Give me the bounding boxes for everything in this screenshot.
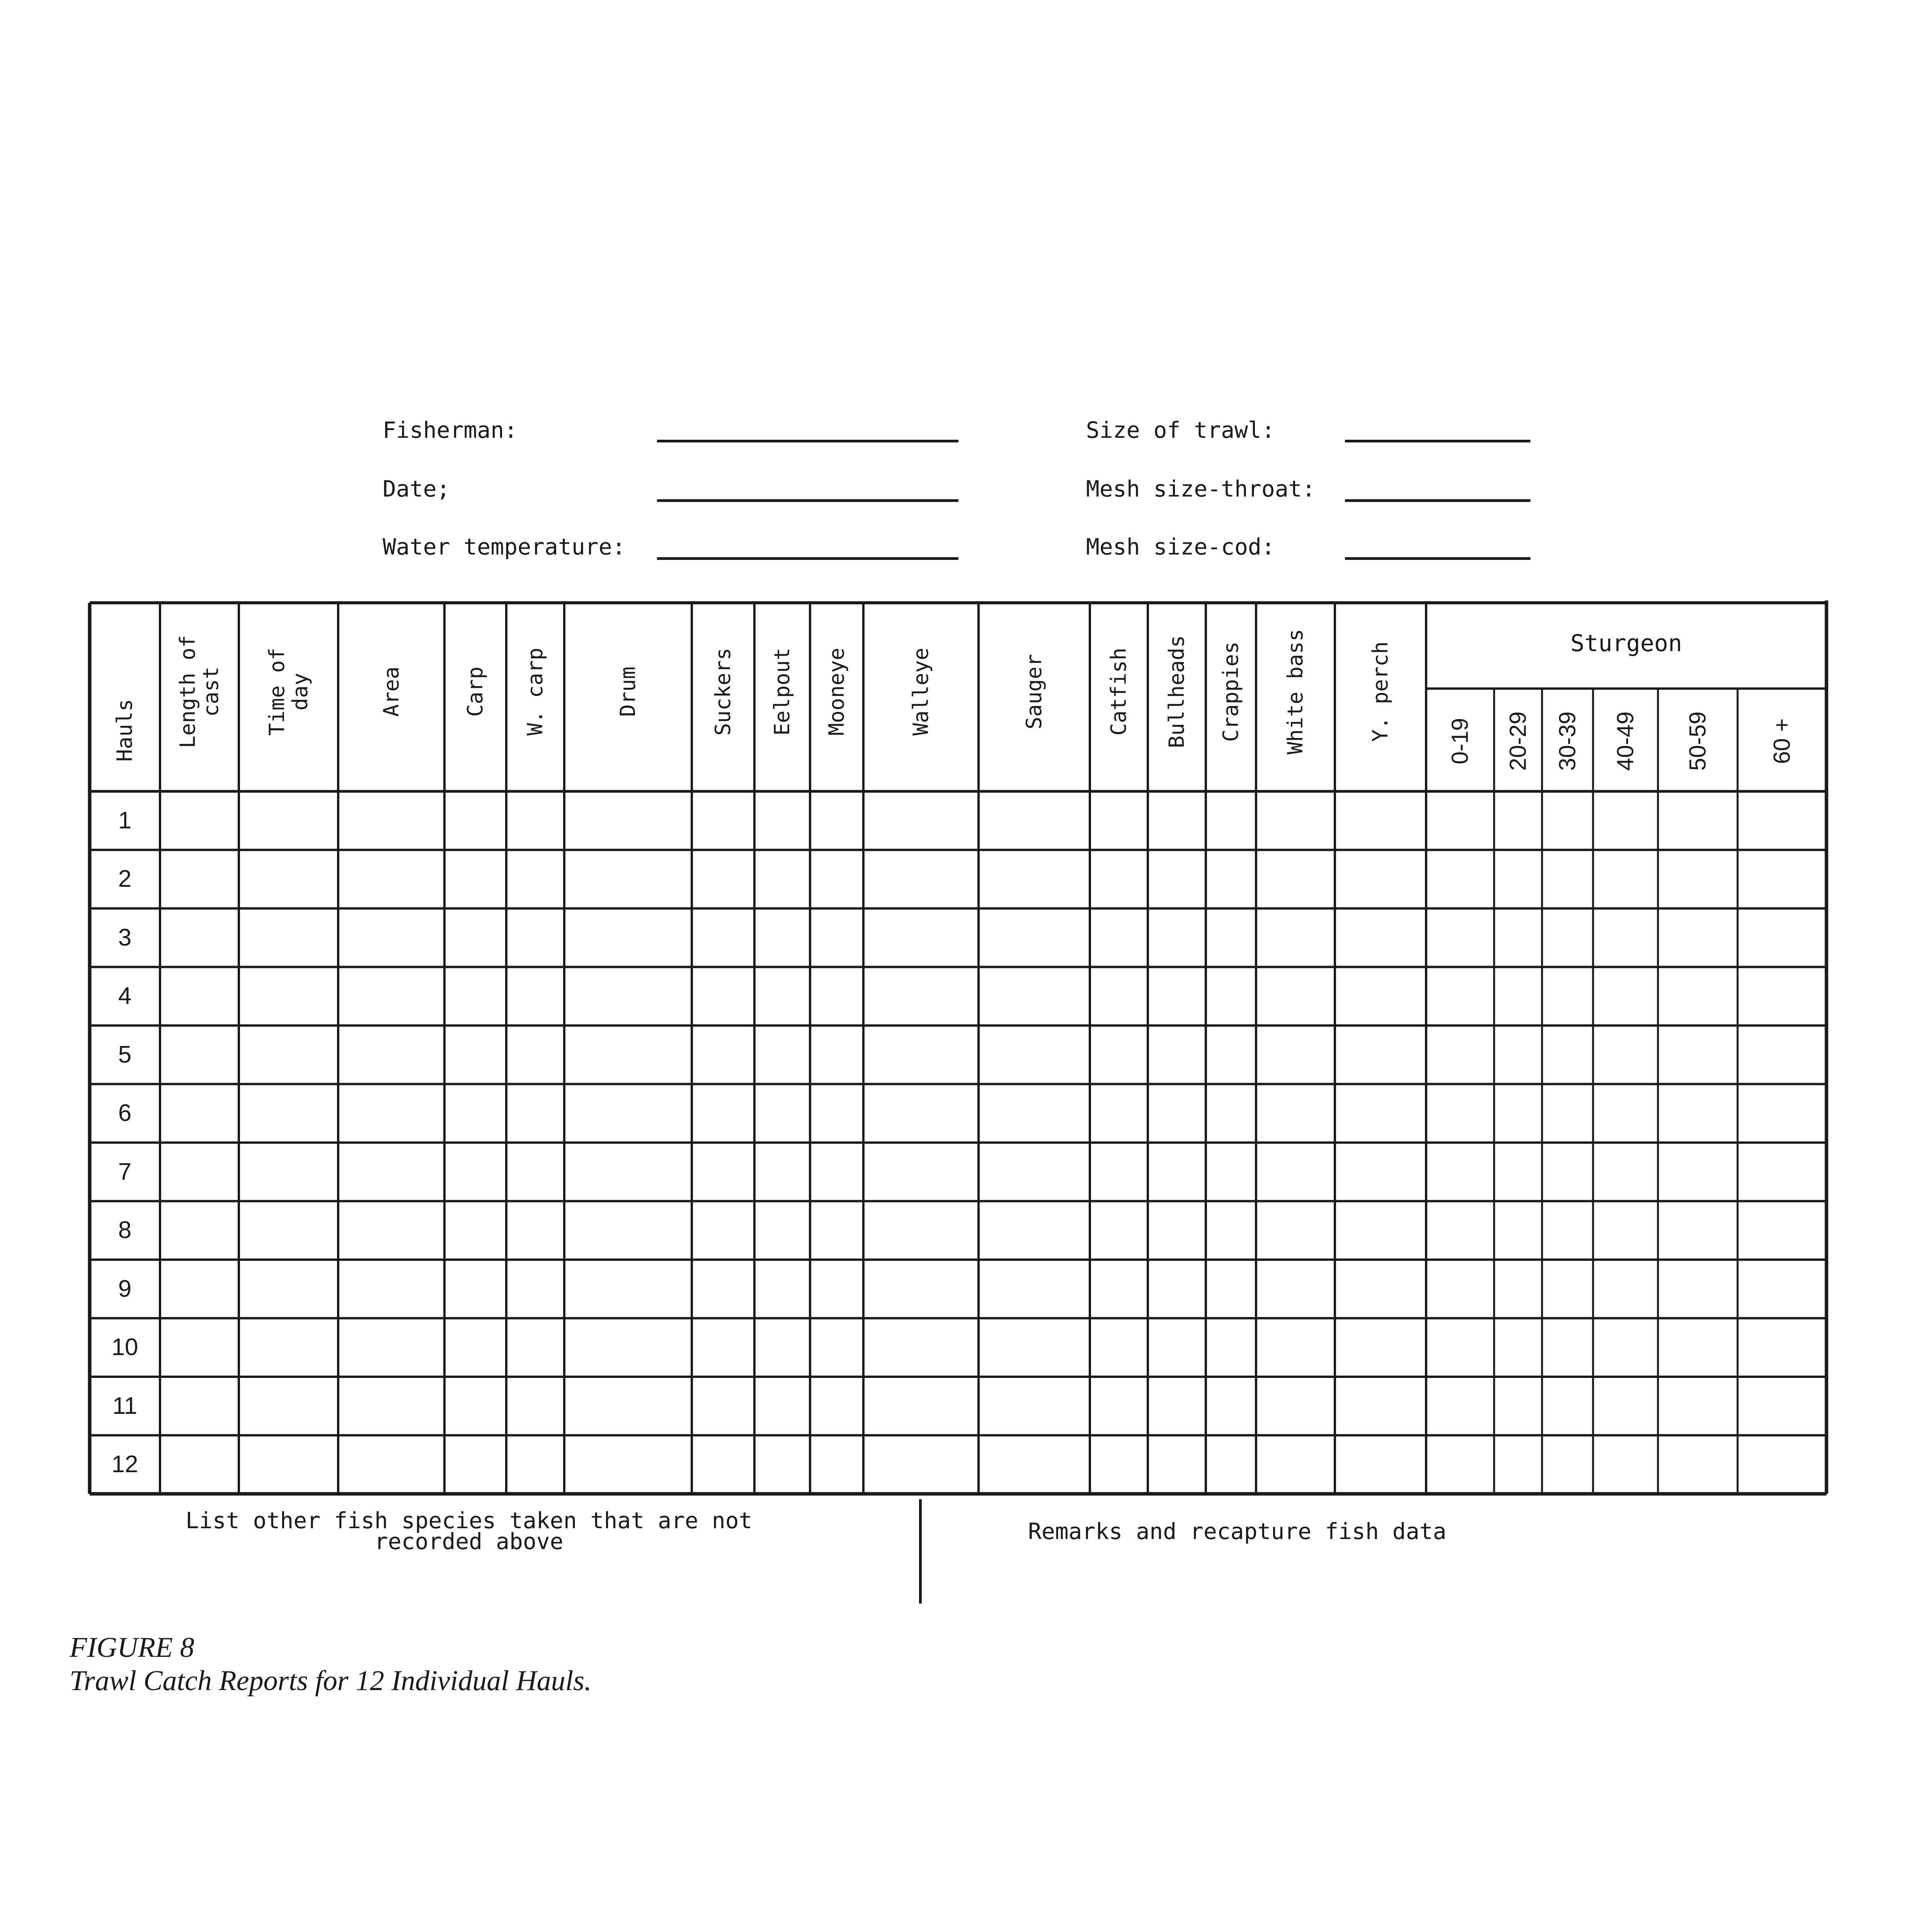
size-of-trawl-label: Size of trawl: <box>1086 417 1275 443</box>
water-temperature-label: Water temperature: <box>383 534 626 560</box>
column-header-label: Suckers <box>711 648 735 736</box>
other-species-note-line2: recorded above <box>374 1528 563 1554</box>
column-header-label: Drum <box>616 666 640 717</box>
mesh-cod-label: Mesh size-cod: <box>1086 534 1275 560</box>
haul-row-number: 3 <box>118 924 132 951</box>
column-header-label: Eelpout <box>770 648 794 736</box>
sturgeon-size-class-label: 40-49 <box>1612 711 1638 771</box>
haul-row-number: 1 <box>118 807 132 834</box>
haul-row-number: 11 <box>112 1392 138 1419</box>
column-header-label: Area <box>379 666 403 717</box>
column-header-label: Y. perch <box>1368 641 1392 742</box>
haul-row-number: 5 <box>118 1041 132 1068</box>
column-header-label: Length of cast <box>175 635 223 748</box>
date-label: Date; <box>383 476 450 502</box>
column-header-label: Crappies <box>1219 641 1243 742</box>
column-header-label: Sauger <box>1022 654 1046 730</box>
column-header-label: Hauls <box>112 699 137 762</box>
figure-label: FIGURE 8 <box>70 1632 194 1663</box>
haul-row-number: 10 <box>111 1334 138 1361</box>
sturgeon-size-class-label: 60 + <box>1769 718 1795 764</box>
remarks-note: Remarks and recapture fish data <box>1028 1518 1447 1544</box>
other-species-note-line1: List other fish species taken that are not <box>186 1507 752 1534</box>
column-header-label: Carp <box>463 666 487 717</box>
sturgeon-group-title: Sturgeon <box>1570 630 1682 657</box>
column-header-label: Time of day <box>264 648 312 736</box>
sturgeon-size-class-label: 20-29 <box>1505 711 1531 771</box>
fisherman-label: Fisherman: <box>383 417 518 443</box>
figure-title: Trawl Catch Reports for 12 Individual Hauls. <box>70 1665 592 1697</box>
haul-row-number: 9 <box>118 1275 132 1302</box>
column-header-label: Bullheads <box>1164 635 1189 748</box>
column-header-label: Walleye <box>909 648 933 736</box>
haul-row-number: 6 <box>118 1100 132 1127</box>
mesh-throat-label: Mesh size-throat: <box>1086 476 1316 502</box>
sturgeon-size-class-label: 0-19 <box>1447 718 1473 765</box>
footer-divider <box>919 1499 922 1604</box>
other-species-note <box>186 1507 752 1554</box>
column-header-label: Mooneye <box>824 648 849 736</box>
haul-row-number: 2 <box>118 866 132 893</box>
sturgeon-size-class-label: 30-39 <box>1554 711 1580 771</box>
column-header-label: Catfish <box>1106 648 1131 736</box>
column-header-label: W. carp <box>523 648 547 736</box>
column-header-label: White bass <box>1283 629 1307 755</box>
haul-row-number: 12 <box>111 1451 138 1478</box>
haul-row-number: 7 <box>118 1158 132 1185</box>
haul-row-number: 4 <box>118 983 132 1010</box>
haul-row-number: 8 <box>118 1217 132 1244</box>
sturgeon-size-class-label: 50-59 <box>1685 711 1711 771</box>
